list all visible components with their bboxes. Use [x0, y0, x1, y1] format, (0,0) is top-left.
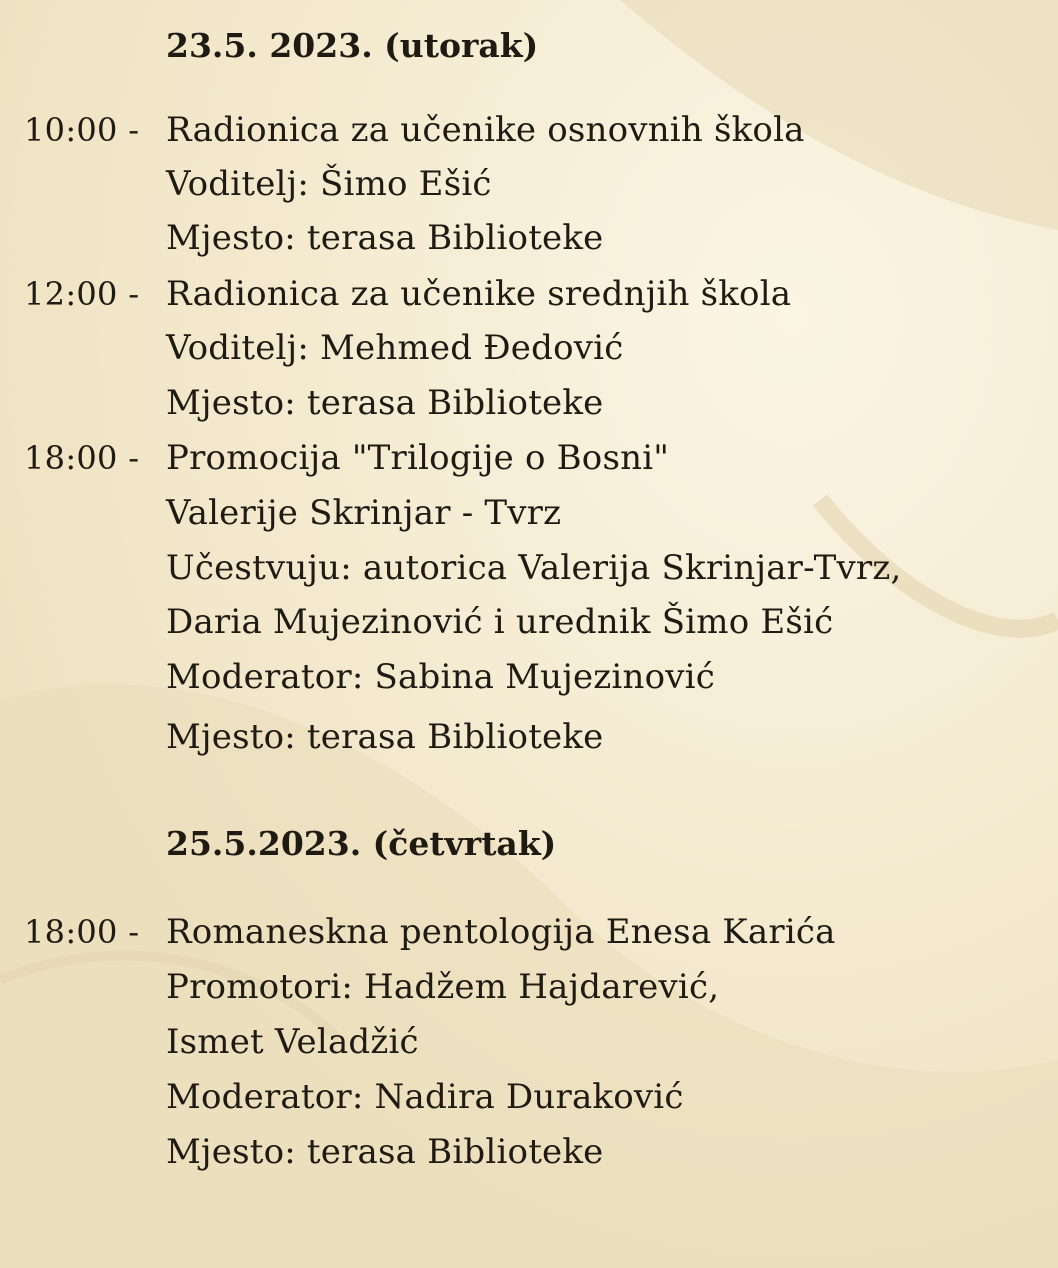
- event-detail: Učestvuju: autorica Valerija Skrinjar-Tvrz,: [166, 548, 902, 588]
- event-detail: Moderator: Sabina Mujezinović: [166, 657, 715, 697]
- event-location: Mjesto: terasa Biblioteke: [166, 1132, 604, 1172]
- event-detail: Voditelj: Mehmed Đedović: [166, 328, 624, 368]
- day1-date-heading: 23.5. 2023. (utorak): [166, 26, 539, 65]
- event-detail: Moderator: Nadira Duraković: [166, 1077, 684, 1117]
- day2-date-heading: 25.5.2023. (četvrtak): [166, 824, 557, 863]
- event-time: 18:00 -: [24, 439, 140, 477]
- event-detail: Ismet Veladžić: [166, 1022, 419, 1062]
- event-location: Mjesto: terasa Biblioteke: [166, 218, 604, 258]
- event-title: Promocija "Trilogije o Bosni": [166, 438, 670, 478]
- event-detail: Promotori: Hadžem Hajdarević,: [166, 967, 720, 1007]
- event-title: Romaneskna pentologija Enesa Karića: [166, 912, 836, 952]
- event-detail: Voditelj: Šimo Ešić: [166, 164, 492, 204]
- event-location: Mjesto: terasa Biblioteke: [166, 383, 604, 423]
- event-time: 12:00 -: [24, 275, 140, 313]
- event-location: Mjesto: terasa Biblioteke: [166, 717, 604, 757]
- event-title: Radionica za učenike srednjih škola: [166, 274, 792, 314]
- event-detail: Valerije Skrinjar - Tvrz: [166, 493, 562, 533]
- event-time: 18:00 -: [24, 913, 140, 951]
- event-time: 10:00 -: [24, 111, 140, 149]
- event-title: Radionica za učenike osnovnih škola: [166, 110, 805, 150]
- event-detail: Daria Mujezinović i urednik Šimo Ešić: [166, 602, 834, 642]
